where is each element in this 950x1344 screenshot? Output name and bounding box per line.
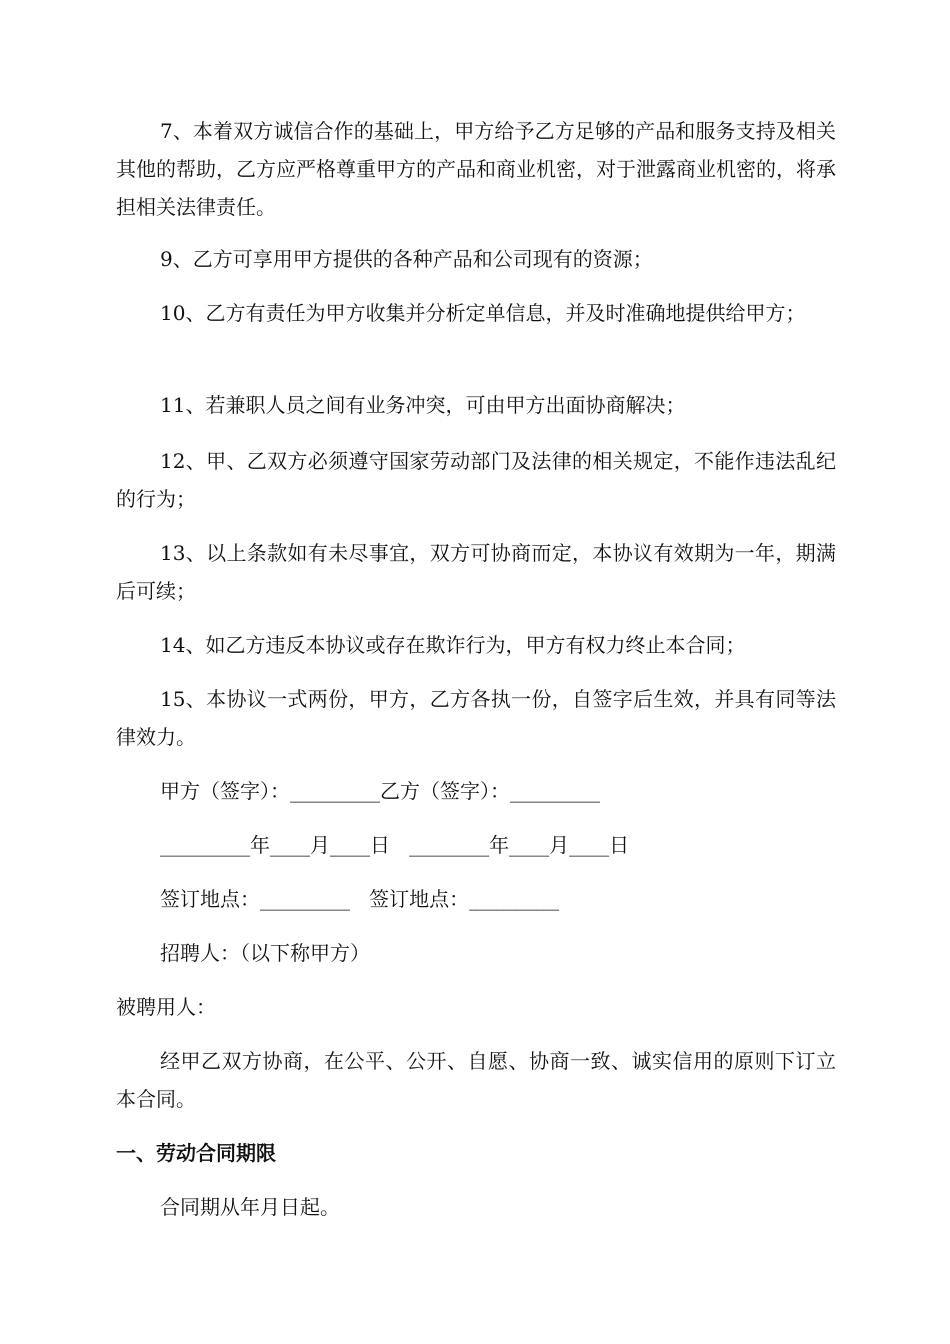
- clause-10: 10、乙方有责任为甲方收集并分析定单信息，并及时准确地提供给甲方；: [160, 301, 806, 325]
- clause-12: 12、甲、乙双方必须遵守国家劳动部门及法律的相关规定，不能作违法乱纪的行为；: [116, 449, 836, 511]
- employee-line: 被聘用人：: [116, 995, 216, 1019]
- clause-14: 14、如乙方违反本协议或存在欺诈行为，甲方有权力终止本合同；: [160, 633, 746, 657]
- signature-line: 甲方（签字）：_________乙方（签字）：_________: [160, 779, 600, 803]
- date-line: _________年____月____日 ________年____月____日: [160, 833, 630, 857]
- signing-place-line: 签订地点：_________ 签订地点：_________: [160, 887, 560, 911]
- clause-11: 11、若兼职人员之间有业务冲突，可由甲方出面协商解决；: [160, 393, 686, 417]
- clause-15: 15、本协议一式两份，甲方，乙方各执一份，自签字后生效，并具有同等法律效力。: [116, 687, 836, 749]
- section-heading: 一、劳动合同期限: [116, 1141, 276, 1165]
- employer-line: 招聘人：（以下称甲方）: [160, 941, 370, 965]
- section-text: 合同期从年月日起。: [160, 1195, 340, 1219]
- clause-7: 7、本着双方诚信合作的基础上，甲方给予乙方足够的产品和服务支持及相关其他的帮助，乙方应严格尊重甲方的产品和商业机密，对于泄露商业机密的，将承担相关法律责任。: [116, 119, 836, 219]
- clause-9: 9、乙方可享用甲方提供的各种产品和公司现有的资源；: [160, 247, 653, 271]
- contract-intro: 经甲乙双方协商，在公平、公开、自愿、协商一致、诚实信用的原则下订立本合同。: [116, 1049, 836, 1111]
- clause-13: 13、以上条款如有未尽事宜，双方可协商而定，本协议有效期为一年，期满后可续；: [116, 541, 836, 603]
